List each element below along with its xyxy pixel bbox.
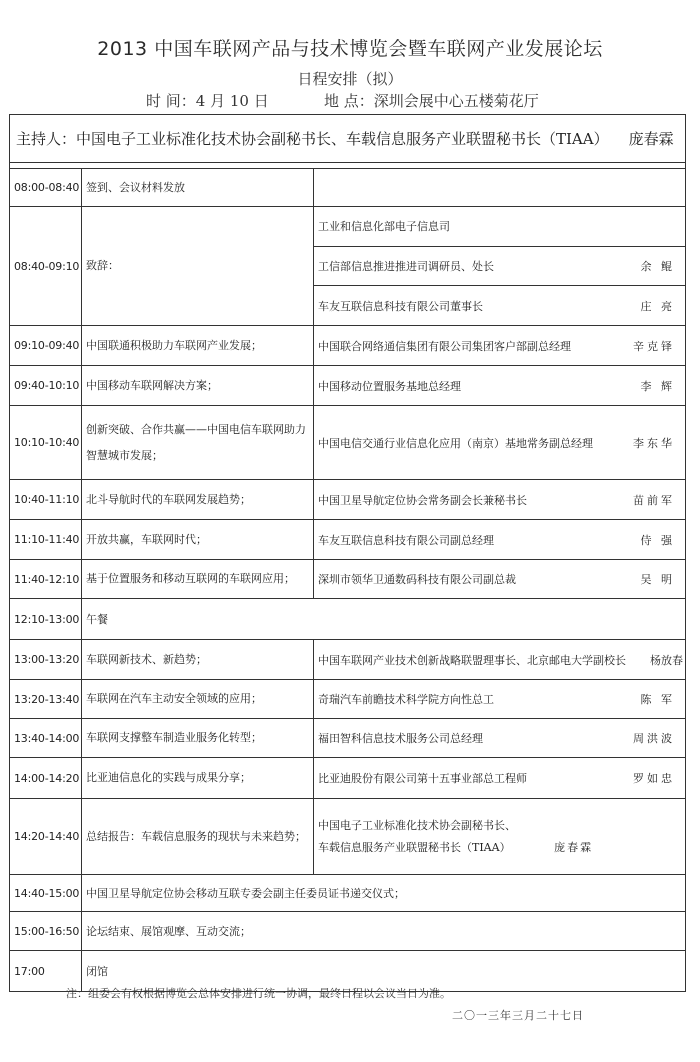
table-row bbox=[10, 912, 685, 951]
time-cell: 13:00-13:20 bbox=[10, 640, 82, 679]
speaker-line bbox=[314, 286, 685, 325]
event-place: 地 点：深圳会展中心五楼菊花厅 bbox=[324, 92, 539, 110]
speaker-cell bbox=[314, 406, 685, 479]
table-row bbox=[10, 169, 685, 207]
table-row bbox=[10, 207, 685, 326]
speaker-cell bbox=[314, 719, 685, 757]
speaker-line bbox=[314, 680, 685, 718]
speaker-name: 李 辉 bbox=[640, 379, 675, 393]
speaker-org: 中国电子工业标准化技术协会副秘书长、 bbox=[318, 818, 516, 832]
topic-cell: 签到、会议材料发放 bbox=[82, 169, 314, 206]
speaker-line bbox=[318, 837, 593, 859]
topic-cell: 创新突破、合作共赢——中国电信车联网助力智慧城市发展； bbox=[82, 406, 314, 479]
table-row bbox=[10, 719, 685, 758]
speaker-name: 庄 亮 bbox=[640, 299, 675, 313]
time-cell: 09:10-09:40 bbox=[10, 326, 82, 365]
time-cell: 11:40-12:10 bbox=[10, 560, 82, 598]
speaker-org: 中国联合网络通信集团有限公司集团客户部副总经理 bbox=[318, 339, 571, 353]
page-title: 2013 中国车联网产品与技术博览会暨车联网产业发展论坛 bbox=[97, 38, 603, 60]
time-cell: 14:00-14:20 bbox=[10, 758, 82, 798]
speaker-name: 陈 军 bbox=[640, 693, 675, 706]
speaker-name: 李东华 bbox=[633, 436, 675, 450]
speaker-name: 苗前军 bbox=[633, 493, 675, 507]
topic-cell: 车联网在汽车主动安全领域的应用； bbox=[82, 680, 314, 718]
speaker-name: 杨放春 bbox=[650, 653, 683, 667]
speaker-org: 比亚迪股份有限公司第十五事业部总工程师 bbox=[318, 772, 527, 785]
topic-cell: 基于位置服务和移动互联网的车联网应用； bbox=[82, 560, 314, 598]
table-row bbox=[10, 799, 685, 875]
speaker-cell bbox=[314, 326, 685, 365]
time-cell: 13:40-14:00 bbox=[10, 719, 82, 757]
speaker-line bbox=[314, 169, 685, 206]
time-cell: 13:20-13:40 bbox=[10, 680, 82, 718]
speaker-cell bbox=[314, 758, 685, 798]
speaker-org: 工信部信息推进推进司调研员、处长 bbox=[318, 260, 494, 273]
speaker-org: 中国移动位置服务基地总经理 bbox=[318, 379, 461, 393]
table-row bbox=[10, 758, 685, 799]
speaker-cell bbox=[314, 366, 685, 405]
time-cell: 15:00-16:50 bbox=[10, 912, 82, 950]
speaker-name: 侍 强 bbox=[640, 533, 675, 547]
table-row bbox=[10, 875, 685, 912]
speaker-org: 中国电信交通行业信息化应用（南京）基地常务副总经理 bbox=[318, 436, 593, 450]
table-row bbox=[10, 326, 685, 366]
speaker-org: 深圳市领华卫通数码科技有限公司副总裁 bbox=[318, 573, 516, 586]
topic-cell: 午餐 bbox=[86, 613, 108, 626]
topic-cell: 车联网支撑整车制造业服务化转型； bbox=[82, 719, 314, 757]
host-name: 庞春霖 bbox=[628, 130, 674, 148]
speaker-org: 奇瑞汽车前瞻技术科学院方向性总工 bbox=[318, 693, 494, 706]
speaker-line bbox=[314, 207, 685, 247]
table-row bbox=[10, 480, 685, 520]
speaker-org: 车友互联信息科技有限公司董事长 bbox=[318, 299, 483, 313]
speaker-cell bbox=[314, 640, 685, 679]
time-cell: 14:20-14:40 bbox=[10, 799, 82, 874]
event-time: 时 间：4 月 10 日 bbox=[146, 92, 269, 110]
time-cell: 10:40-11:10 bbox=[10, 480, 82, 519]
table-row bbox=[10, 560, 685, 599]
table-row bbox=[10, 640, 685, 680]
time-cell: 09:40-10:10 bbox=[10, 366, 82, 405]
speaker-line bbox=[314, 719, 685, 757]
speaker-cell bbox=[314, 560, 685, 598]
speaker-name: 罗如忠 bbox=[633, 772, 675, 785]
speaker-name: 吴 明 bbox=[640, 573, 675, 586]
speaker-org: 中国卫星导航定位协会常务副会长兼秘书长 bbox=[318, 493, 527, 507]
footer-note: 注：组委会有权根据博览会总体安排进行统一协调，最终日程以会议当日为准。 bbox=[66, 987, 451, 1000]
speaker-cell bbox=[314, 680, 685, 718]
speaker-line bbox=[314, 480, 685, 519]
time-cell: 11:10-11:40 bbox=[10, 520, 82, 559]
host-row bbox=[10, 115, 685, 163]
time-cell: 17:00 bbox=[10, 951, 82, 991]
topic-cell: 比亚迪信息化的实践与成果分享； bbox=[82, 758, 314, 798]
topic-cell: 开放共赢，车联网时代； bbox=[82, 520, 314, 559]
speaker-line bbox=[314, 326, 685, 365]
speaker-line bbox=[314, 640, 685, 679]
topic-cell: 中国移动车联网解决方案； bbox=[82, 366, 314, 405]
speaker-cell bbox=[314, 520, 685, 559]
schedule-table bbox=[9, 114, 686, 992]
speaker-line bbox=[318, 815, 516, 837]
speaker-name: 辛克铎 bbox=[633, 339, 675, 353]
speaker-line bbox=[314, 520, 685, 559]
topic-cell: 论坛结束、展馆观摩、互动交流； bbox=[86, 925, 251, 938]
speaker-org: 车友互联信息科技有限公司副总经理 bbox=[318, 533, 494, 547]
table-row bbox=[10, 680, 685, 719]
topic-cell: 致辞： bbox=[82, 207, 314, 325]
table-row bbox=[10, 599, 685, 640]
topic-cell: 中国联通积极助力车联网产业发展； bbox=[82, 326, 314, 365]
speaker-line bbox=[314, 366, 685, 405]
topic-cell: 总结报告：车载信息服务的现状与未来趋势； bbox=[82, 799, 314, 874]
table-row bbox=[10, 366, 685, 406]
topic-cell: 北斗导航时代的车联网发展趋势； bbox=[82, 480, 314, 519]
time-cell: 14:40-15:00 bbox=[10, 875, 82, 911]
speaker-line bbox=[314, 406, 685, 479]
speaker-line bbox=[314, 758, 685, 798]
speaker-cell bbox=[314, 480, 685, 519]
speaker-org: 车载信息服务产业联盟秘书长（TIAA） bbox=[318, 840, 511, 854]
speaker-org: 福田智科信息技术服务公司总经理 bbox=[318, 732, 483, 745]
speaker-cell bbox=[314, 799, 685, 874]
time-cell: 10:10-10:40 bbox=[10, 406, 82, 479]
speaker-name: 庞春霖 bbox=[554, 840, 594, 854]
schedule-subtitle: 日程安排（拟） bbox=[297, 70, 403, 88]
speaker-line bbox=[314, 560, 685, 598]
topic-cell: 车联网新技术、新趋势； bbox=[82, 640, 314, 679]
host-label: 主持人：中国电子工业标准化技术协会副秘书长、车载信息服务产业联盟秘书长（TIAA） bbox=[16, 130, 609, 148]
speaker-name: 余 鲲 bbox=[640, 260, 675, 273]
time-cell: 08:00-08:40 bbox=[10, 169, 82, 206]
speaker-name: 周洪波 bbox=[633, 732, 675, 745]
table-row bbox=[10, 406, 685, 480]
speaker-cell bbox=[314, 169, 685, 206]
table-row bbox=[10, 520, 685, 560]
footer-date: 二〇一三年三月二十七日 bbox=[452, 1009, 584, 1022]
time-cell: 08:40-09:10 bbox=[10, 207, 82, 325]
speaker-line bbox=[314, 247, 685, 287]
speaker-org: 工业和信息化部电子信息司 bbox=[318, 220, 450, 234]
speaker-org: 中国车联网产业技术创新战略联盟理事长、北京邮电大学副校长 bbox=[318, 653, 626, 667]
topic-cell: 闭馆 bbox=[86, 965, 108, 978]
time-cell: 12:10-13:00 bbox=[10, 599, 82, 639]
speaker-cell bbox=[314, 207, 685, 325]
topic-cell: 中国卫星导航定位协会移动互联专委会副主任委员证书递交仪式； bbox=[86, 887, 405, 900]
